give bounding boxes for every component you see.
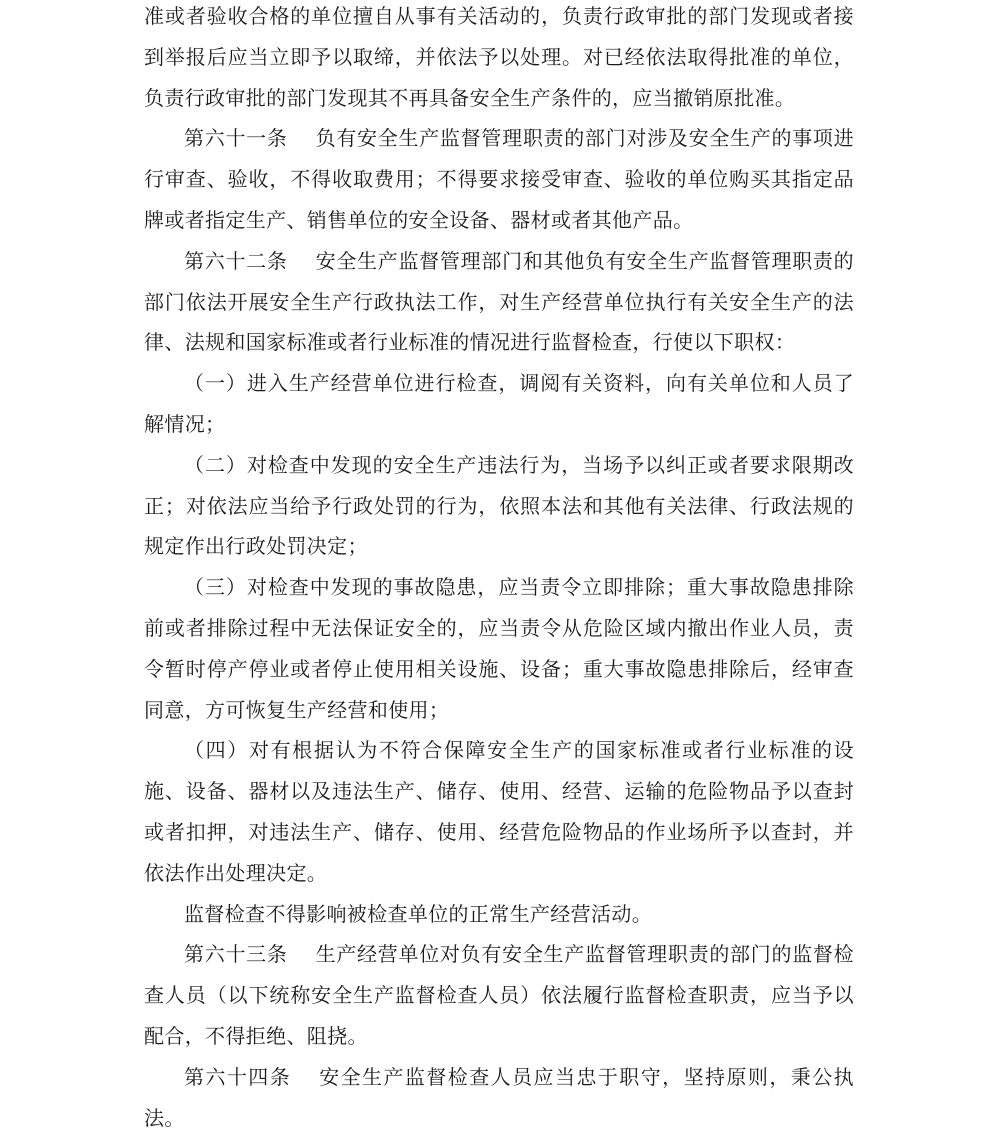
article-number: 第六十四条 xyxy=(184,1064,292,1089)
article-61 xyxy=(144,118,854,240)
list-item-text: （二）对检查中发现的安全生产违法行为，当场予以纠正或者要求限期改正；对依法应当给予行政处罚的行为，依照本法和其他有关法律、行政法规的规定作出行政处罚决定； xyxy=(144,452,854,559)
paragraph-text: 准或者验收合格的单位擅自从事有关活动的，负责行政审批的部门发现或者接到举报后应当立即予以取缔，并依法予以处理。对已经依法取得批准的单位，负责行政审批的部门发现其不再具备安全生产条件的，应当撤销原批准。 xyxy=(144,4,854,110)
article-64 xyxy=(144,1057,854,1138)
article-text: 安全生产监督管理部门和其他负有安全生产监督管理职责的部门依法开展安全生产行政执法工作，对生产经营单位执行有关安全生产的法律、法规和国家标准或者行业标准的情况进行监督检查，行使以下职权： xyxy=(144,248,854,355)
article-number: 第六十二条 xyxy=(184,248,288,273)
article-63 xyxy=(144,934,854,1056)
article-number: 第六十一条 xyxy=(184,126,288,151)
article-text: 安全生产监督检查人员应当忠于职守，坚持原则，秉公执法。 xyxy=(144,1064,855,1130)
article-text: 生产经营单位对负有安全生产监督管理职责的部门的监督检查人员（以下统称安全生产监督检查人员）依法履行监督检查职责，应当予以配合，不得拒绝、阻挠。 xyxy=(144,942,854,1048)
supervision-paragraph xyxy=(144,894,854,935)
article-number: 第六十三条 xyxy=(184,942,288,967)
list-item-text: （四）对有根据认为不符合保障安全生产的国家标准或者行业标准的设施、设备、器材以及违法生产、储存、使用、经营、运输的危险物品予以查封或者扣押，对违法生产、储存、使用、经营危险物品的作业场所予以查封，并依法作出处理决定。 xyxy=(144,738,854,885)
document-page xyxy=(144,0,854,1138)
paragraph-continuation xyxy=(144,0,854,118)
list-item-1 xyxy=(144,363,854,445)
list-item-3 xyxy=(144,567,854,730)
article-62 xyxy=(144,241,854,363)
list-item-text: （三）对检查中发现的事故隐患，应当责令立即排除；重大事故隐患排除前或者排除过程中无法保证安全的，应当责令从危险区域内撤出作业人员，责令暂时停产停业或者停止使用相关设施、设备；重大事故隐患排除后，经审查同意，方可恢复生产经营和使用； xyxy=(144,575,854,722)
list-item-text: （一）进入生产经营单位进行检查，调阅有关资料，向有关单位和人员了解情况； xyxy=(144,371,854,436)
paragraph-text: 监督检查不得影响被检查单位的正常生产经营活动。 xyxy=(184,901,653,926)
list-item-2 xyxy=(144,445,854,567)
list-item-4 xyxy=(144,730,854,893)
article-text: 负有安全生产监督管理职责的部门对涉及安全生产的事项进行审查、验收，不得收取费用；不得要求接受审查、验收的单位购买其指定品牌或者指定生产、销售单位的安全设备、器材或者其他产品。 xyxy=(144,126,854,232)
